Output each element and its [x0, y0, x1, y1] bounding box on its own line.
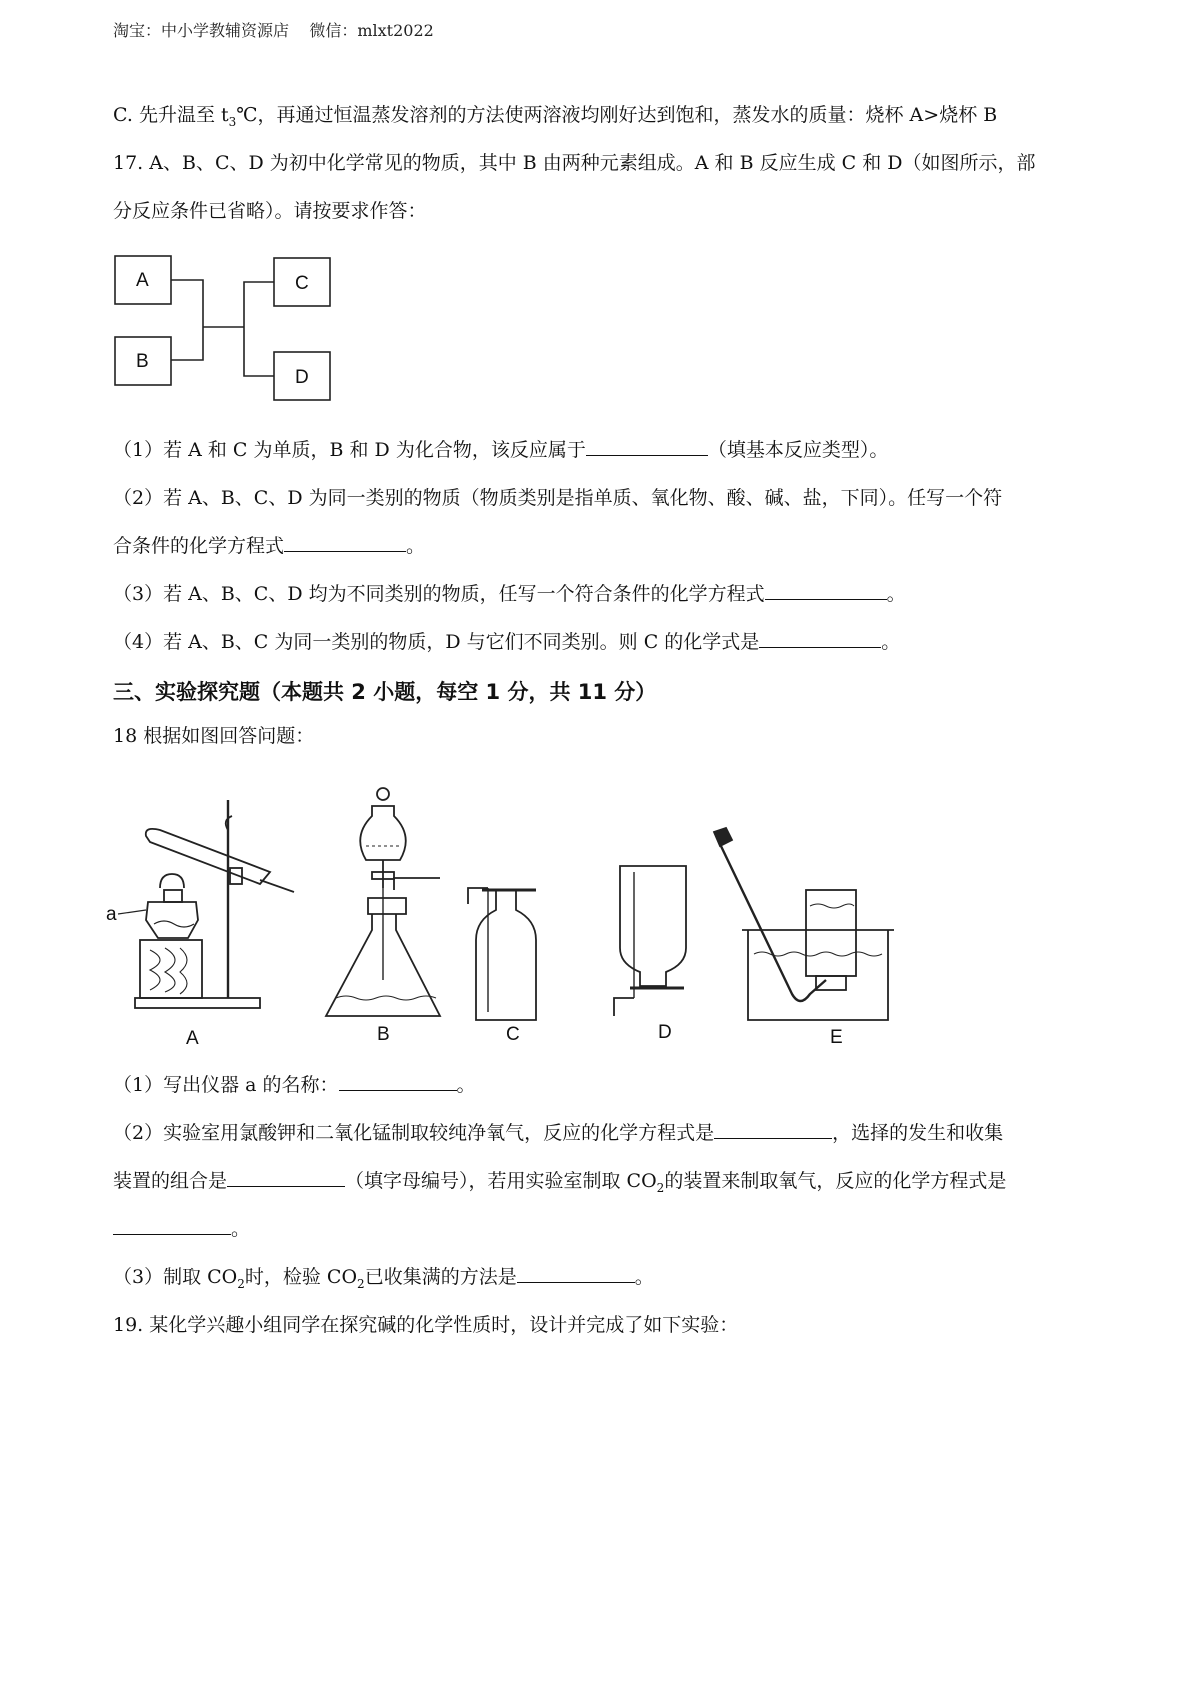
box-d-label: D: [295, 367, 309, 388]
collecting-bottle-c: [476, 890, 536, 1020]
q18-sub3-text-2: 时，检验 CO: [244, 1266, 358, 1288]
q17-sub2-line2: [113, 533, 425, 559]
q17-sub4-tail: 。: [881, 631, 901, 653]
alcohol-lamp: [146, 902, 198, 938]
q17-sub3: [113, 581, 906, 607]
label-apparatus-d: D: [658, 1022, 672, 1043]
connector-right: [244, 282, 274, 376]
q16c-text-1: C. 先升温至 t: [113, 104, 229, 126]
answer-blank[interactable]: [714, 1120, 832, 1139]
rubber-stopper: [368, 898, 406, 914]
pointer-a-label: a: [106, 904, 117, 925]
label-apparatus-a: A: [186, 1028, 199, 1049]
q17-sub2-tail: 。: [406, 535, 426, 557]
box-b-label: B: [136, 351, 149, 372]
q18-sub2-line3: [113, 1216, 250, 1242]
q17-sub3-text: （3）若 A、B、C、D 均为不同类别的物质，任写一个符合条件的化学方程式: [113, 583, 765, 605]
stand-base: [135, 998, 260, 1008]
lamp-cap: [164, 890, 182, 902]
q18-sub2-line2: [113, 1168, 1006, 1201]
section3-heading: 三、实验探究题（本题共 2 小题，每空 1 分，共 11 分）: [113, 680, 657, 704]
q17-sub4-text: （4）若 A、B、C 为同一类别的物质，D 与它们不同类别。则 C 的化学式是: [113, 631, 760, 653]
q18-apparatus-figure: [106, 780, 970, 1050]
q18-sub3-text-3: 已收集满的方法是: [364, 1266, 517, 1288]
q18-sub1-tail: 。: [456, 1074, 476, 1096]
delivery-tube-e: [720, 844, 826, 1001]
box-c-label: C: [295, 273, 309, 294]
q17-stem-line1: 17. A、B、C、D 为初中化学常见的物质，其中 B 由两种元素组成。A 和 B 反应生成 C 和 D（如图所示，部: [113, 152, 1036, 174]
answer-blank[interactable]: [759, 629, 881, 648]
q16c-subscript: 3: [228, 114, 237, 129]
inverted-bottle-e: [806, 890, 856, 976]
q19-stem: 19. 某化学兴趣小组同学在探究碱的化学性质时，设计并完成了如下实验：: [113, 1314, 739, 1336]
q17-sub2-line1: （2）若 A、B、C、D 为同一类别的物质（物质类别是指单质、氧化物、酸、碱、盐，下同）。任写一个符: [113, 487, 1003, 509]
q17-stem-line2: 分反应条件已省略）。请按要求作答：: [113, 200, 427, 222]
delivery-tube: [260, 880, 294, 892]
q17-sub4: [113, 629, 900, 655]
wood-grain: [150, 948, 187, 994]
answer-blank[interactable]: [586, 437, 708, 456]
q18-sub1-text: （1）写出仪器 a 的名称：: [113, 1074, 339, 1096]
q18-sub2-text-4: （填字母编号），若用实验室制取 CO: [345, 1170, 657, 1192]
q18-sub1: [113, 1072, 476, 1098]
q18-sub2-tail: 。: [231, 1218, 251, 1240]
answer-blank[interactable]: [339, 1072, 457, 1091]
apparatus-d: [614, 866, 686, 1016]
q18-sub2-text-3: 装置的组合是: [113, 1170, 228, 1192]
q18-sub2-line1: [113, 1120, 1003, 1146]
q17-sub1-text: （1）若 A 和 C 为单质，B 和 D 为化合物，该反应属于: [113, 439, 586, 461]
q18-sub2-text-2: ，选择的发生和收集: [832, 1122, 1004, 1144]
q18-sub3-text-1: （3）制取 CO: [113, 1266, 238, 1288]
page-header-watermark: 淘宝：中小学教辅资源店 微信：mlxt2022: [113, 21, 434, 40]
q18-sub2-text-1: （2）实验室用氯酸钾和二氧化锰制取较纯净氧气，反应的化学方程式是: [113, 1122, 715, 1144]
q18-sub2-subscript: 2: [656, 1180, 665, 1195]
tube-end: [714, 828, 732, 846]
tube-bend-d: [614, 998, 634, 1016]
q18-stem: 18 根据如图回答问题：: [113, 725, 315, 747]
answer-blank[interactable]: [113, 1216, 231, 1235]
q18-sub3-tail: 。: [634, 1266, 654, 1288]
label-apparatus-e: E: [830, 1027, 843, 1048]
funnel-stopper: [377, 788, 389, 800]
side-tube: [394, 878, 440, 890]
collecting-bottle-d: [620, 866, 686, 986]
label-apparatus-c: C: [506, 1024, 520, 1045]
flask-liquid: [336, 996, 436, 1000]
answer-blank[interactable]: [517, 1264, 635, 1283]
q17-reaction-diagram: [110, 250, 340, 410]
q17-sub1-tail: （填基本反应类型）。: [707, 439, 889, 461]
apparatus-e: [714, 828, 894, 1020]
answer-blank[interactable]: [284, 533, 406, 552]
apparatus-b: [326, 788, 440, 1016]
pointer-a: [118, 910, 146, 914]
apparatus-c: [468, 888, 536, 1020]
q18-sub3-subscript-1: 2: [237, 1276, 245, 1291]
q18-sub3-subscript-2: 2: [357, 1276, 365, 1291]
q17-sub3-tail: 。: [886, 583, 906, 605]
q18-sub3: [113, 1264, 654, 1297]
label-apparatus-b: B: [377, 1024, 390, 1045]
answer-blank[interactable]: [227, 1168, 345, 1187]
lamp-flame: [160, 874, 184, 888]
q17-sub2-text: 合条件的化学方程式: [113, 535, 285, 557]
q16-option-c: [113, 102, 997, 135]
connector-left: [171, 280, 203, 360]
box-a-label: A: [136, 270, 149, 291]
q18-sub2-text-5: 的装置来制取氧气，反应的化学方程式是: [664, 1170, 1007, 1192]
beehive-shelf: [816, 976, 846, 990]
separating-funnel: [360, 806, 406, 860]
q16c-text-2: ℃，再通过恒温蒸发溶剂的方法使两溶液均刚好达到饱和，蒸发水的质量：烧杯 A>烧杯 B: [236, 104, 998, 126]
q17-sub1: [113, 437, 888, 463]
apparatus-a: [118, 800, 294, 1008]
lamp-liquid: [154, 921, 194, 927]
bottle-water: [810, 904, 854, 908]
answer-blank[interactable]: [765, 581, 887, 600]
